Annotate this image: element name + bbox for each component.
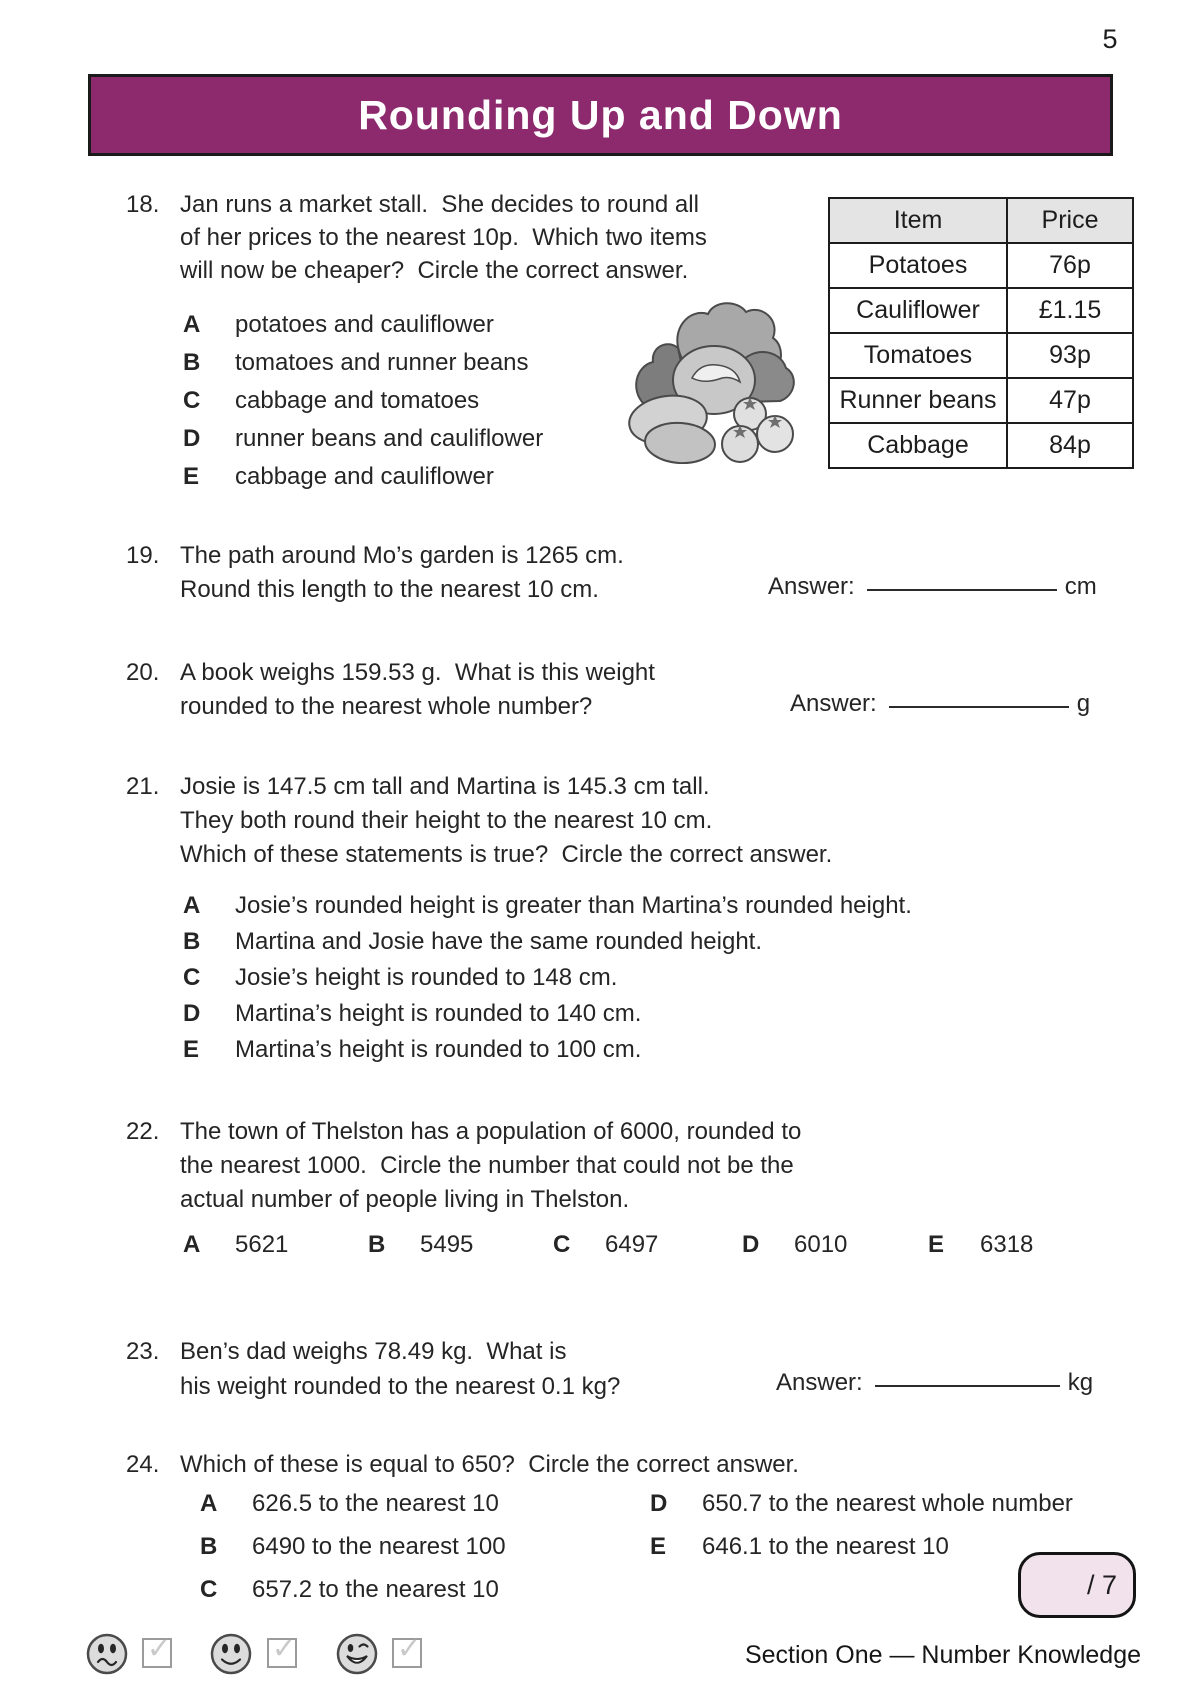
column-header-item: Item bbox=[829, 198, 1007, 243]
option-letter: C bbox=[553, 1231, 571, 1258]
item-cell: Cauliflower bbox=[829, 288, 1007, 333]
answer-option[interactable] bbox=[183, 1231, 288, 1259]
question-line: of her prices to the nearest 10p. Which two items bbox=[180, 224, 707, 251]
question-line: the nearest 1000. Circle the number that could not be the bbox=[180, 1152, 794, 1179]
sad-face-icon bbox=[86, 1633, 128, 1675]
item-cell: Tomatoes bbox=[829, 333, 1007, 378]
question-18-text bbox=[126, 188, 707, 287]
question-20-answer bbox=[790, 690, 1090, 718]
option-text: potatoes and cauliflower bbox=[235, 311, 494, 338]
score-box[interactable] bbox=[1018, 1552, 1136, 1618]
option-letter: E bbox=[183, 1036, 200, 1063]
neutral-face-icon bbox=[210, 1633, 252, 1675]
option-letter: A bbox=[183, 311, 201, 338]
answer-option[interactable] bbox=[650, 1525, 1073, 1568]
answer-option[interactable] bbox=[200, 1525, 506, 1568]
happy-face-checkbox[interactable] bbox=[392, 1633, 422, 1668]
page-number: 5 bbox=[1102, 24, 1118, 54]
option-letter: B bbox=[183, 928, 201, 955]
table-row bbox=[829, 333, 1133, 378]
question-line: A book weighs 159.53 g. What is this weight bbox=[180, 659, 655, 686]
page-title-banner bbox=[88, 74, 1113, 156]
answer-label: Answer: bbox=[790, 690, 877, 717]
question-number: 24. bbox=[126, 1451, 160, 1478]
answer-option[interactable] bbox=[553, 1231, 658, 1259]
question-line: Jan runs a market stall. She decides to round all bbox=[180, 191, 699, 218]
question-line: Josie is 147.5 cm tall and Martina is 145.3 cm tall. bbox=[180, 773, 710, 800]
option-letter: C bbox=[200, 1576, 218, 1603]
happy-face-icon bbox=[336, 1633, 378, 1675]
price-cell: 84p bbox=[1007, 423, 1133, 468]
price-cell: 76p bbox=[1007, 243, 1133, 288]
option-letter: A bbox=[200, 1490, 218, 1517]
question-18-options bbox=[183, 306, 543, 496]
table-header-row bbox=[829, 198, 1133, 243]
option-letter: B bbox=[368, 1231, 386, 1258]
question-number: 20. bbox=[126, 659, 160, 686]
question-line: actual number of people living in Thelston. bbox=[180, 1186, 630, 1213]
neutral-face-checkbox[interactable] bbox=[267, 1633, 297, 1668]
question-22-options bbox=[180, 1231, 1160, 1265]
question-24-options-right bbox=[650, 1482, 1073, 1568]
question-number: 23. bbox=[126, 1338, 160, 1365]
question-21-options bbox=[183, 888, 912, 1068]
option-letter: D bbox=[650, 1490, 668, 1517]
question-line: The path around Mo’s garden is 1265 cm. bbox=[180, 542, 624, 569]
answer-label: Answer: bbox=[776, 1369, 863, 1396]
option-letter: A bbox=[183, 892, 201, 919]
table-row bbox=[829, 288, 1133, 333]
option-text: 646.1 to the nearest 10 bbox=[702, 1533, 949, 1560]
question-line: will now be cheaper? Circle the correct answer. bbox=[180, 257, 689, 284]
option-text: cabbage and tomatoes bbox=[235, 387, 480, 414]
option-value: 5495 bbox=[420, 1231, 474, 1258]
question-23-answer bbox=[776, 1369, 1093, 1397]
answer-option[interactable] bbox=[183, 924, 912, 960]
answer-unit: kg bbox=[1067, 1369, 1094, 1396]
question-20-text bbox=[126, 656, 655, 724]
question-number: 21. bbox=[126, 773, 160, 800]
vegetables-icon bbox=[622, 292, 798, 464]
option-letter: E bbox=[650, 1533, 667, 1560]
price-cell: £1.15 bbox=[1007, 288, 1133, 333]
answer-option[interactable] bbox=[183, 382, 543, 420]
question-line: Which of these is equal to 650? Circle the correct answer. bbox=[180, 1451, 799, 1478]
answer-option[interactable] bbox=[183, 420, 543, 458]
table-row bbox=[829, 243, 1133, 288]
price-cell: 93p bbox=[1007, 333, 1133, 378]
option-text: Martina’s height is rounded to 140 cm. bbox=[235, 1000, 642, 1027]
option-letter: D bbox=[742, 1231, 760, 1258]
answer-option[interactable] bbox=[183, 996, 912, 1032]
option-letter: B bbox=[183, 349, 201, 376]
option-value: 5621 bbox=[235, 1231, 289, 1258]
option-text: 657.2 to the nearest 10 bbox=[252, 1576, 499, 1603]
option-text: 626.5 to the nearest 10 bbox=[252, 1490, 499, 1517]
column-header-price: Price bbox=[1007, 198, 1133, 243]
option-letter: D bbox=[183, 425, 201, 452]
vegetables-illustration bbox=[622, 292, 798, 469]
answer-option[interactable] bbox=[742, 1231, 847, 1259]
option-text: Josie’s height is rounded to 148 cm. bbox=[235, 964, 618, 991]
answer-line[interactable] bbox=[875, 1381, 1060, 1387]
answer-unit: cm bbox=[1064, 573, 1097, 600]
sad-face-checkbox[interactable] bbox=[142, 1633, 172, 1668]
answer-option[interactable] bbox=[368, 1231, 473, 1259]
question-21-text bbox=[126, 770, 833, 872]
question-line: Round this length to the nearest 10 cm. bbox=[180, 576, 599, 603]
question-line: Which of these statements is true? Circle the correct answer. bbox=[180, 841, 833, 868]
answer-option[interactable] bbox=[183, 306, 543, 344]
option-text: tomatoes and runner beans bbox=[235, 349, 529, 376]
question-line: They both round their height to the nearest 10 cm. bbox=[180, 807, 713, 834]
question-23-text bbox=[126, 1334, 621, 1404]
option-text: 6490 to the nearest 100 bbox=[252, 1533, 506, 1560]
option-text: runner beans and cauliflower bbox=[235, 425, 544, 452]
price-cell: 47p bbox=[1007, 378, 1133, 423]
table-row bbox=[829, 423, 1133, 468]
item-cell: Cabbage bbox=[829, 423, 1007, 468]
question-24-text bbox=[126, 1448, 799, 1482]
answer-option[interactable] bbox=[200, 1482, 506, 1525]
option-value: 6010 bbox=[794, 1231, 848, 1258]
option-letter: C bbox=[183, 964, 201, 991]
table-row bbox=[829, 378, 1133, 423]
option-letter: C bbox=[183, 387, 201, 414]
option-value: 6318 bbox=[980, 1231, 1034, 1258]
option-letter: E bbox=[183, 463, 200, 490]
option-text: Martina and Josie have the same rounded height. bbox=[235, 928, 763, 955]
answer-option[interactable] bbox=[183, 458, 543, 496]
option-letter: A bbox=[183, 1231, 201, 1258]
price-table bbox=[828, 197, 1134, 469]
question-22-text bbox=[126, 1115, 802, 1217]
question-number: 19. bbox=[126, 542, 160, 569]
question-number: 18. bbox=[126, 191, 160, 218]
score-label: / 7 bbox=[1086, 1569, 1117, 1600]
answer-option[interactable] bbox=[200, 1568, 506, 1611]
option-letter: E bbox=[928, 1231, 945, 1258]
answer-option[interactable] bbox=[183, 344, 543, 382]
item-cell: Runner beans bbox=[829, 378, 1007, 423]
question-line: The town of Thelston has a population of 6000, rounded to bbox=[180, 1118, 802, 1145]
question-line: rounded to the nearest whole number? bbox=[180, 693, 593, 720]
answer-option[interactable] bbox=[183, 1032, 912, 1068]
answer-label: Answer: bbox=[768, 573, 855, 600]
question-24-options-left bbox=[200, 1482, 506, 1611]
page-title: Rounding Up and Down bbox=[358, 91, 843, 138]
option-text: Josie’s rounded height is greater than Martina’s rounded height. bbox=[235, 892, 912, 919]
question-19-answer bbox=[768, 573, 1097, 601]
option-letter: D bbox=[183, 1000, 201, 1027]
option-text: Martina’s height is rounded to 100 cm. bbox=[235, 1036, 642, 1063]
check-icon: ✓ bbox=[146, 1633, 172, 1665]
answer-option[interactable] bbox=[183, 960, 912, 996]
answer-line[interactable] bbox=[889, 702, 1069, 708]
question-19-text bbox=[126, 539, 624, 607]
item-cell: Potatoes bbox=[829, 243, 1007, 288]
answer-line[interactable] bbox=[867, 585, 1057, 591]
check-icon: ✓ bbox=[396, 1633, 422, 1665]
option-text: 650.7 to the nearest whole number bbox=[702, 1490, 1073, 1517]
check-icon: ✓ bbox=[271, 1633, 297, 1665]
answer-option[interactable] bbox=[928, 1231, 1033, 1259]
answer-unit: g bbox=[1076, 690, 1091, 717]
option-value: 6497 bbox=[605, 1231, 659, 1258]
answer-option[interactable] bbox=[183, 888, 912, 924]
option-letter: B bbox=[200, 1533, 218, 1560]
section-label: Section One — Number Knowledge bbox=[744, 1641, 1141, 1669]
question-line: his weight rounded to the nearest 0.1 kg? bbox=[180, 1373, 621, 1400]
question-number: 22. bbox=[126, 1118, 160, 1145]
answer-option[interactable] bbox=[650, 1482, 1073, 1525]
question-line: Ben’s dad weighs 78.49 kg. What is bbox=[180, 1338, 567, 1365]
option-text: cabbage and cauliflower bbox=[235, 463, 494, 490]
